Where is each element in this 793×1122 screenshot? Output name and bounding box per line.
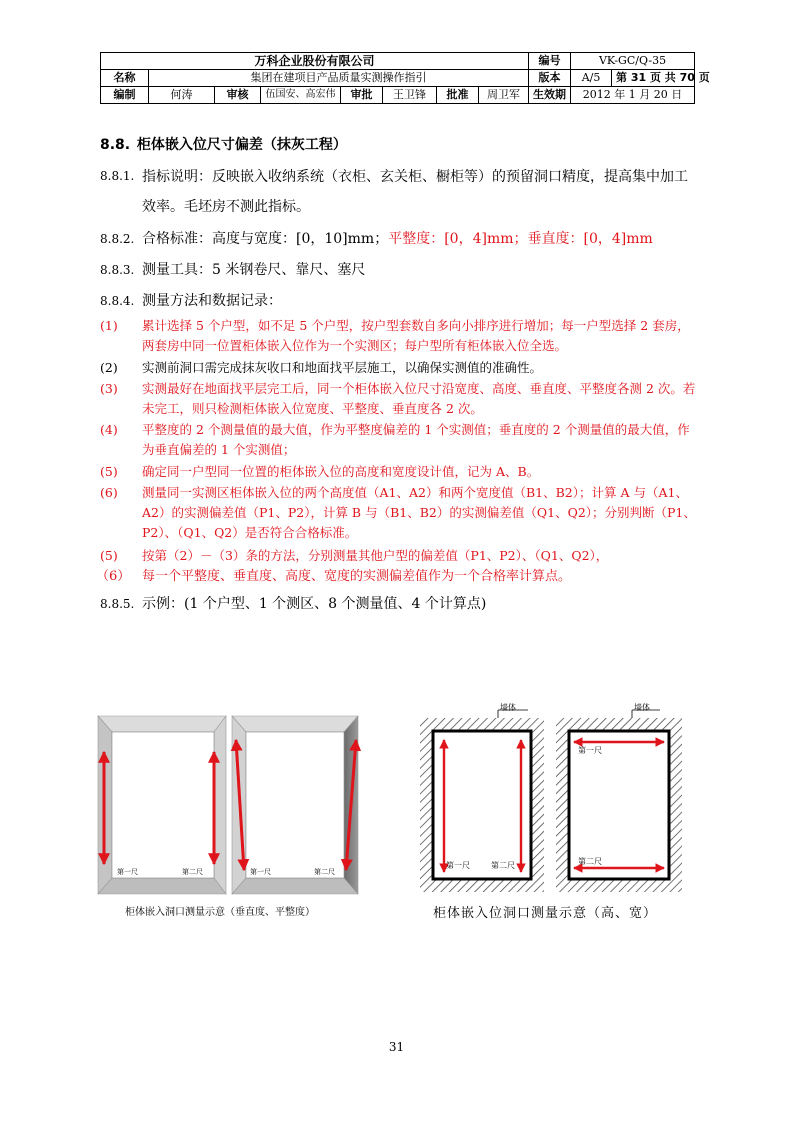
item-number: 8.8.3.: [100, 263, 135, 277]
step-number: (1): [100, 318, 118, 333]
code-value: VK-GC/Q-35: [571, 53, 695, 70]
approver2-value: 周卫军: [479, 87, 529, 104]
step-number: (6): [100, 485, 118, 500]
step-text: 每一个平整度、垂直度、高度、宽度的实测偏差值作为一个合格率计算点。: [142, 569, 572, 584]
page-info: 第 31 页 共 70 页: [616, 71, 710, 84]
step-text: 实测前洞口需完成抹灰收口和地面找平层施工，以确保实测值的准确性。: [142, 360, 543, 375]
item-text: 测量方法和数据记录：: [142, 293, 282, 309]
approver1-label: 审批: [341, 87, 383, 104]
item-number: 8.8.5.: [100, 597, 135, 611]
figure-left-caption: 柜体嵌入洞口测量示意（垂直度、平整度）: [125, 907, 315, 918]
approver2-label: 批准: [437, 87, 479, 104]
company-name: 万科企业股份有限公司: [101, 53, 529, 70]
page-number: 31: [388, 1040, 405, 1054]
standard-black: 合格标准：高度与宽度：[0，10]mm；: [142, 231, 389, 247]
item-number: 8.8.1.: [100, 169, 135, 183]
fig1-label-first: 第一尺: [117, 868, 138, 876]
section-title: 柜体嵌入位尺寸偏差（抹灰工程）: [136, 137, 347, 153]
step-number: (3): [100, 381, 118, 396]
item-text: 测量工具：5 米钢卷尺、靠尺、塞尺: [142, 262, 366, 278]
step-number: (5): [100, 464, 118, 479]
section-number: 8.8.: [100, 137, 131, 153]
standard-red: 平整度：[0，4]mm；垂直度：[0，4]mm: [388, 231, 653, 247]
reviewer-value: 伍国安、高宏伟: [261, 87, 341, 104]
fig2-label-second: 第二尺: [314, 868, 335, 876]
step-number: (4): [100, 422, 118, 437]
step-text: 确定同一户型同一位置的柜体嵌入位的高度和宽度设计值，记为 A、B。: [142, 464, 540, 479]
editor-value: 何涛: [149, 87, 215, 104]
item-number: 8.8.4.: [100, 294, 135, 308]
item-text: 示例：(1 个户型、1 个测区、8 个测量值、4 个计算点): [142, 596, 487, 612]
name-value: 集团在建项目产品质量实测操作指引: [149, 70, 529, 87]
version-value: A/5: [571, 70, 612, 86]
editor-label: 编制: [101, 87, 149, 104]
step-text: 测量同一实测区柜体嵌入位的两个高度值（A1、A2）和两个宽度值（B1、B2）；计算 A 与（A1、A2）的实测偏差值（P1、P2），计算 B 与（B1、B2）的实测偏差值（Q1、Q2）；分别判断（P1、P2）、（Q1、Q2）是否符合合格标准。: [142, 485, 696, 540]
item-number: 8.8.2.: [100, 232, 135, 246]
height-measure-diagram: [420, 710, 544, 892]
step-number: （6）: [96, 569, 131, 584]
effective-value: 2012 年 1 月 20 日: [571, 87, 695, 104]
fig3-label-second: 第二尺: [491, 861, 515, 870]
step-text: 实测最好在地面找平层完工后，同一个柜体嵌入位尺寸沿宽度、高度、垂直度、平整度各测 2 次。若未完工，则只检测柜体嵌入位宽度、平整度、垂直度各 2 次。: [142, 381, 696, 416]
item-text: 指标说明：反映嵌入收纳系统（衣柜、玄关柜、橱柜等）的预留洞口精度，提高集中加工效率。毛坯房不测此指标。: [142, 169, 688, 215]
step-text: 平整度的 2 个测量值的最大值，作为平整度偏差的 1 个实测值；垂直度的 2 个测量值的最大值，作为垂直偏差的 1 个实测值；: [142, 422, 690, 457]
fig4-label-second: 第二尺: [578, 857, 602, 866]
effective-label: 生效期: [529, 87, 571, 104]
step-text: 累计选择 5 个户型，如不足 5 个户型，按户型套数自多向小排序进行增加；每一户型选择 2 套房，两套房中同一位置柜体嵌入位作为一个实测区；每户型所有柜体嵌入位全选。: [142, 318, 690, 353]
fig2-label-first: 第一尺: [250, 868, 271, 876]
width-measure-diagram: [556, 710, 682, 892]
name-label: 名称: [101, 70, 149, 87]
fig4-label-first: 第一尺: [578, 746, 602, 755]
code-label: 编号: [529, 53, 571, 70]
step-number: (2): [100, 360, 118, 375]
step-text: 按第（2）－（3）条的方法，分别测量其他户型的偏差值（P1、P2）、（Q1、Q2），: [142, 548, 609, 563]
reviewer-label: 审核: [215, 87, 261, 104]
fig3-wall-label: 墙体: [500, 703, 516, 712]
step-number: (5): [100, 548, 118, 563]
fig4-wall-label: 墙体: [634, 703, 650, 712]
fig1-label-second: 第二尺: [182, 868, 203, 876]
approver1-value: 王卫锋: [383, 87, 437, 104]
figure-right-caption: 柜体嵌入位洞口测量示意（高、宽）: [433, 906, 658, 921]
fig3-label-first: 第一尺: [446, 861, 470, 870]
version-label: 版本: [529, 70, 571, 87]
